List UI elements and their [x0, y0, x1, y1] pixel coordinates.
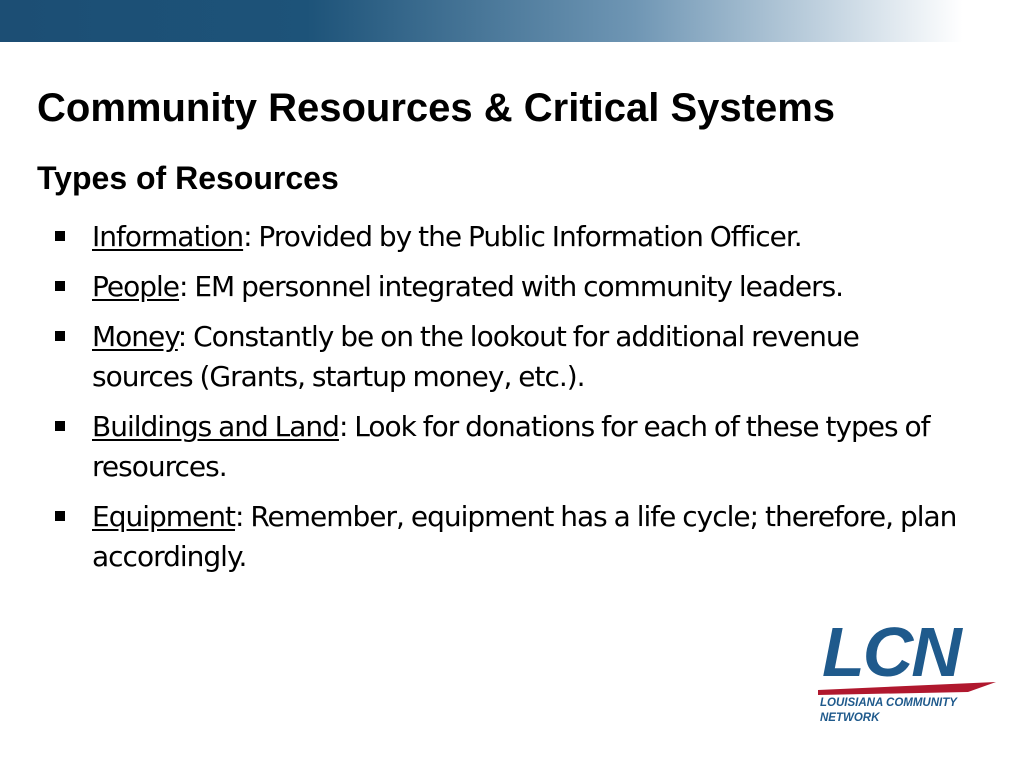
header-gradient-bar	[0, 0, 1024, 42]
logo-letters: LCN	[822, 613, 960, 691]
logo-caption-line1: LOUISIANA COMMUNITY	[820, 697, 957, 709]
list-item-buildings-and-land	[0, 407, 1024, 487]
logo-caption-line2: NETWORK	[820, 712, 880, 724]
list-item-equipment	[0, 497, 1024, 577]
square-bullet-icon	[55, 281, 65, 291]
resource-term: Buildings and Land	[92, 410, 339, 443]
list-item-money	[0, 317, 1024, 397]
square-bullet-icon	[55, 421, 65, 431]
square-bullet-icon	[55, 231, 65, 241]
resource-term: Information	[92, 220, 244, 253]
slide-title: Community Resources & Critical Systems	[37, 86, 836, 130]
resource-term: Equipment	[92, 500, 235, 533]
resource-description: : Remember, equipment has a life cycle; therefore, plan accordingly.	[92, 500, 957, 573]
resource-description: : Provided by the Public Information Officer.	[243, 220, 802, 253]
resource-term: Money	[92, 320, 178, 353]
resource-description: : Constantly be on the lookout for additional revenue sources (Grants, startup money, etc.).	[92, 320, 859, 393]
logo-caption	[820, 696, 998, 726]
list-item-information	[0, 217, 1024, 257]
resource-description: : Look for donations for each of these types of resources.	[92, 410, 930, 483]
slide-subtitle: Types of Resources	[37, 160, 339, 196]
resource-list	[0, 217, 1024, 587]
lcn-logo	[818, 613, 996, 732]
resource-term: People	[92, 270, 180, 303]
square-bullet-icon	[55, 331, 65, 341]
resource-description: : EM personnel integrated with community leaders.	[179, 270, 844, 303]
list-item-people	[0, 267, 1024, 307]
square-bullet-icon	[55, 511, 65, 521]
logo-swoosh-icon	[818, 678, 996, 698]
